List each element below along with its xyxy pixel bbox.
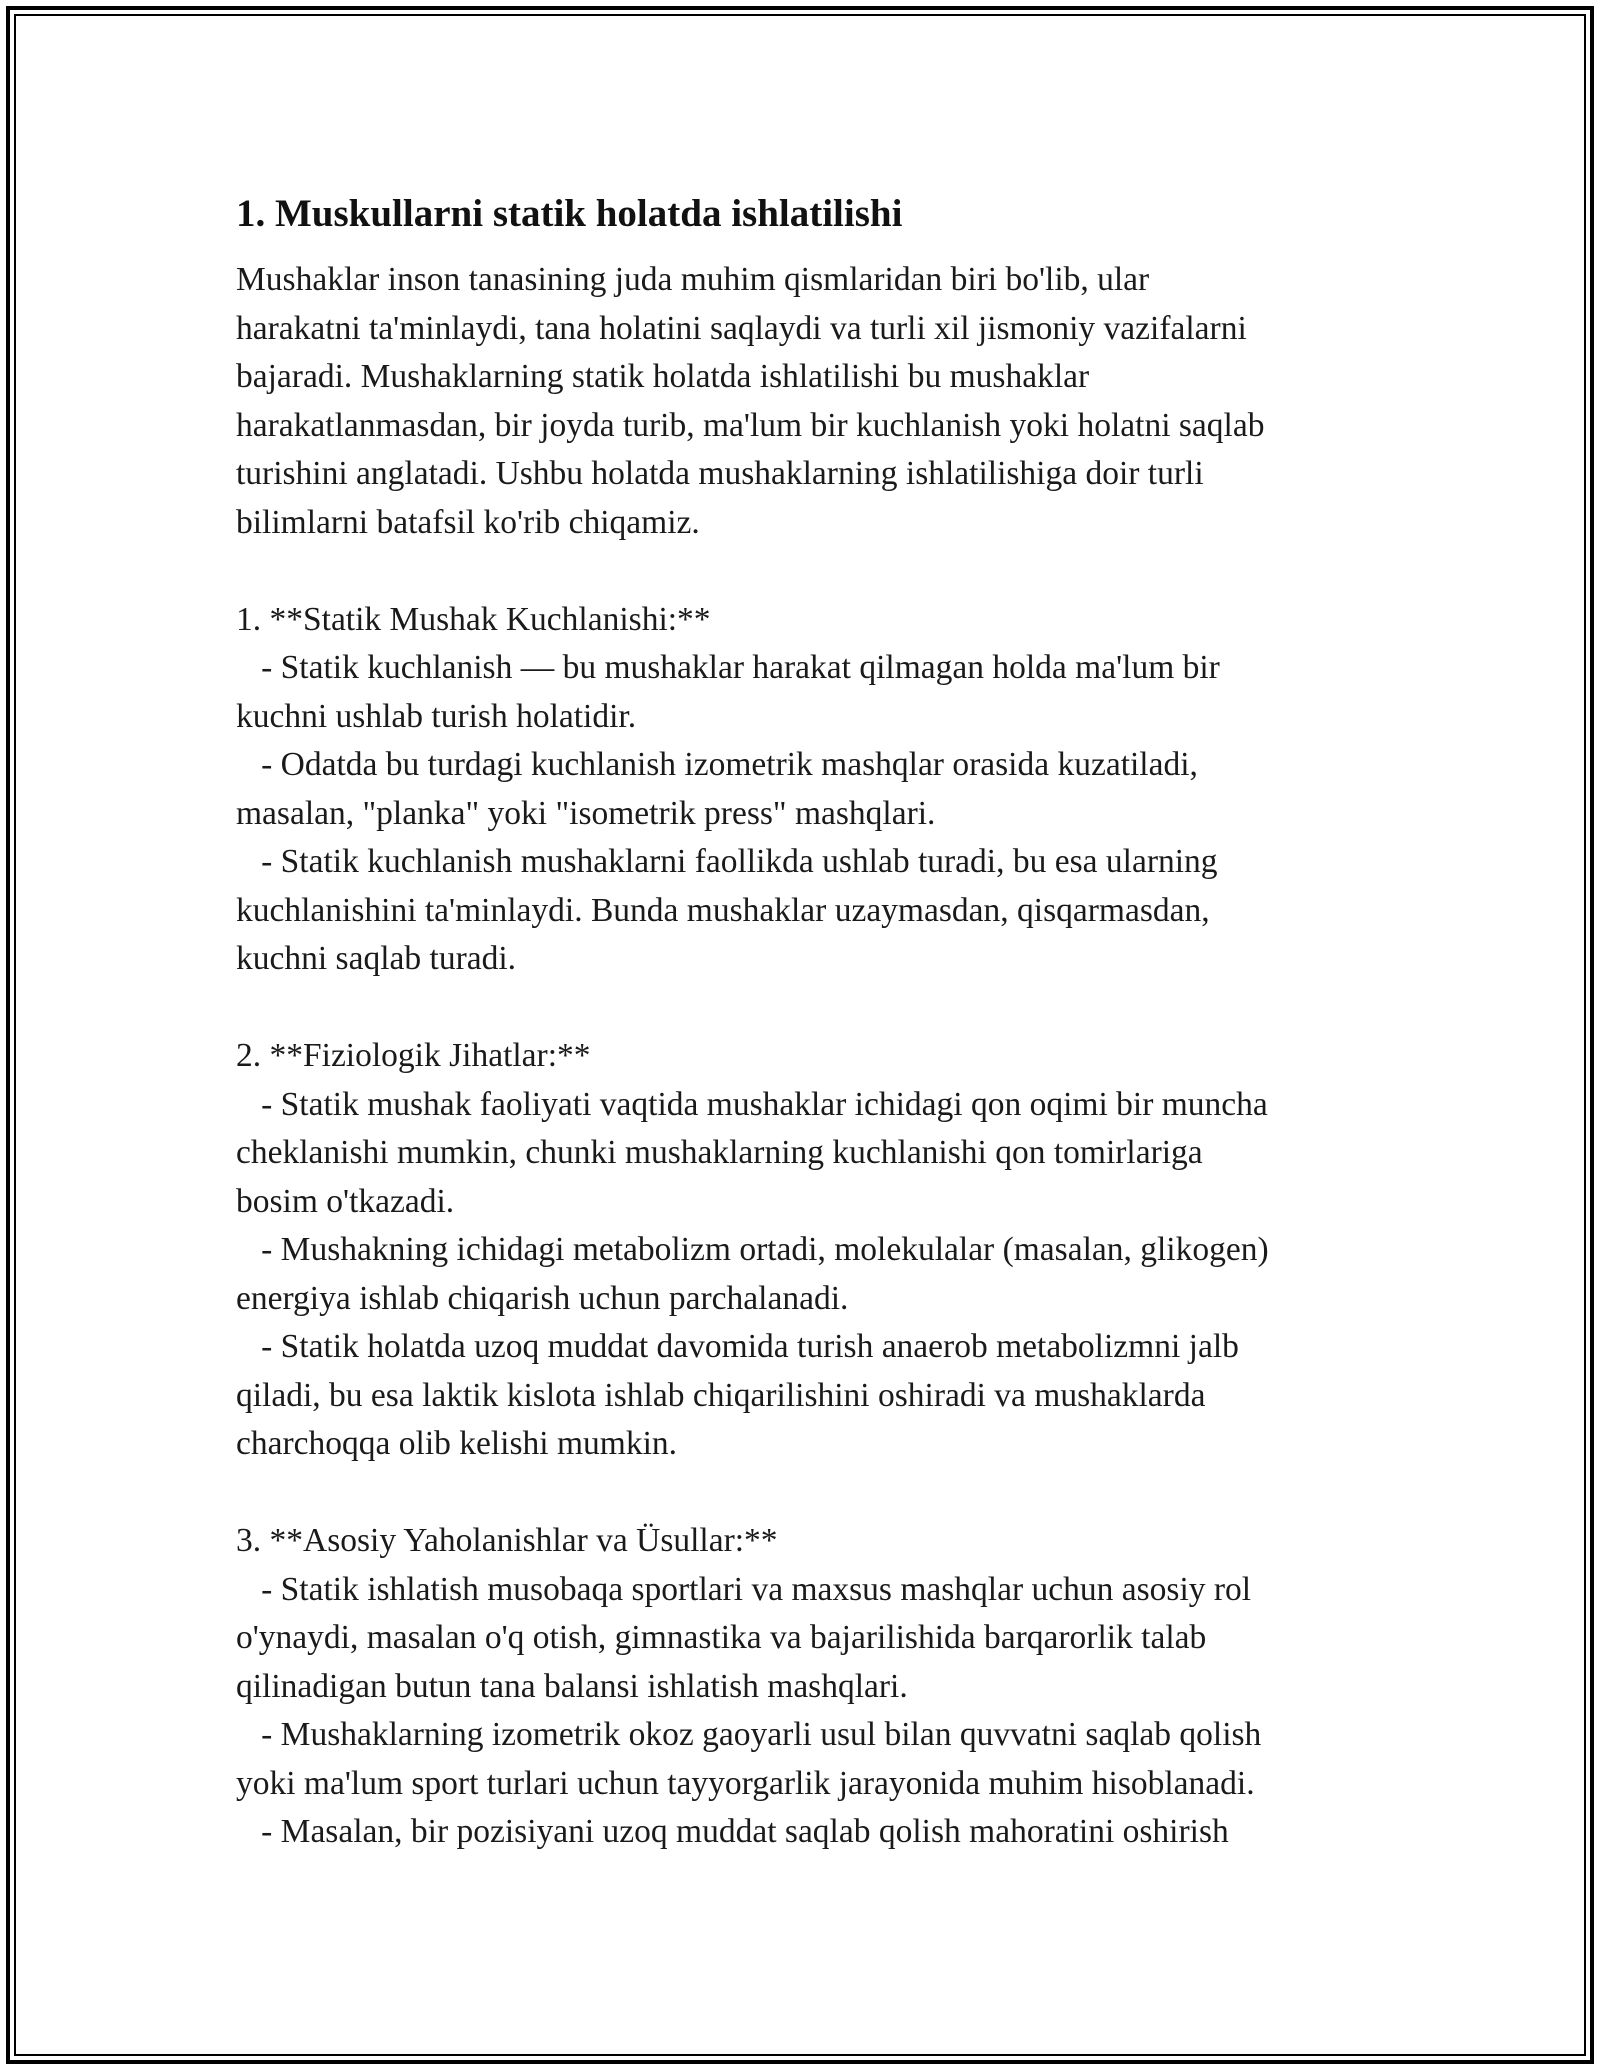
blank-line <box>236 1469 1386 1518</box>
text-line: - Mushakning ichidagi metabolizm ortadi, molekulalar (masalan, glikogen) <box>236 1231 1269 1268</box>
text-line: bilimlarni batafsil ko'rib chiqamiz. <box>236 503 700 541</box>
text-line: - Odatda bu turdagi kuchlanish izometrik mashqlar orasida kuzatiladi, <box>236 746 1198 783</box>
text-line: Mushaklar inson tanasining juda muhim qismlaridan biri bo'lib, ular <box>236 261 1150 298</box>
text-line: masalan, "planka" yoki "isometrik press" mashqlari. <box>236 794 936 832</box>
text-line: kuchni saqlab turadi. <box>236 940 517 977</box>
text-line: energiya ishlab chiqarish uchun parchalanadi. <box>236 1279 849 1317</box>
blank-line <box>236 984 1386 1033</box>
text-line: qilinadigan butun tana balansi ishlatish mashqlari. <box>236 1667 908 1705</box>
text-line: turishini anglatadi. Ushbu holatda mushaklarning ishlatilishiga doir turli <box>236 455 1204 492</box>
text-line: kuchni ushlab turish holatidir. <box>236 697 637 735</box>
text-line: - Statik kuchlanish — bu mushaklar harakat qilmagan holda ma'lum bir <box>236 649 1220 686</box>
text-line: cheklanishi mumkin, chunki mushaklarning kuchlanishi qon tomirlariga <box>236 1134 1203 1171</box>
text-line: - Statik holatda uzoq muddat davomida turish anaerob metabolizmni jalb <box>236 1328 1239 1365</box>
text-line: charchoqqa olib kelishi mumkin. <box>236 1425 677 1462</box>
text-line: harakatni ta'minlaydi, tana holatini saqlaydi va turli xil jismoniy vazifalarni <box>236 309 1247 347</box>
text-line: - Masalan, bir pozisiyani uzoq muddat saqlab qolish mahoratini oshirish <box>236 1813 1229 1850</box>
text-line: 3. **Asosiy Yaholanishlar va Üsullar:** <box>236 1522 778 1559</box>
blank-line <box>236 547 1386 596</box>
text-line: bosim o'tkazadi. <box>236 1182 455 1220</box>
text-line: - Statik kuchlanish mushaklarni faollikda ushlab turadi, bu esa ularning <box>236 843 1218 880</box>
text-line: - Mushaklarning izometrik okoz gaoyarli usul bilan quvvatni saqlab qolish <box>236 1716 1262 1753</box>
text-line: 1. **Statik Mushak Kuchlanishi:** <box>236 600 711 638</box>
text-line: o'ynaydi, masalan o'q otish, gimnastika va bajarilishida barqarorlik talab <box>236 1619 1207 1656</box>
document-text <box>236 256 1386 1857</box>
text-line: qiladi, bu esa laktik kislota ishlab chiqarilishini oshiradi va mushaklarda <box>236 1376 1206 1414</box>
text-line: - Statik mushak faoliyati vaqtida mushaklar ichidagi qon oqimi bir muncha <box>236 1085 1268 1123</box>
document-title: 1. Muskullarni statik holatda ishlatilishi <box>236 192 903 235</box>
text-line: kuchlanishini ta'minlaydi. Bunda mushaklar uzaymasdan, qisqarmasdan, <box>236 891 1210 929</box>
text-line: bajaradi. Mushaklarning statik holatda ishlatilishi bu mushaklar <box>236 358 1090 395</box>
text-line: 2. **Fiziologik Jihatlar:** <box>236 1037 591 1074</box>
text-line: yoki ma'lum sport turlari uchun tayyorgarlik jarayonida muhim hisoblanadi. <box>236 1764 1255 1802</box>
document-body <box>236 184 1386 1857</box>
text-line: harakatlanmasdan, bir joyda turib, ma'lum bir kuchlanish yoki holatni saqlab <box>236 406 1265 444</box>
text-line: - Statik ishlatish musobaqa sportlari va maxsus mashqlar uchun asosiy rol <box>236 1570 1252 1608</box>
